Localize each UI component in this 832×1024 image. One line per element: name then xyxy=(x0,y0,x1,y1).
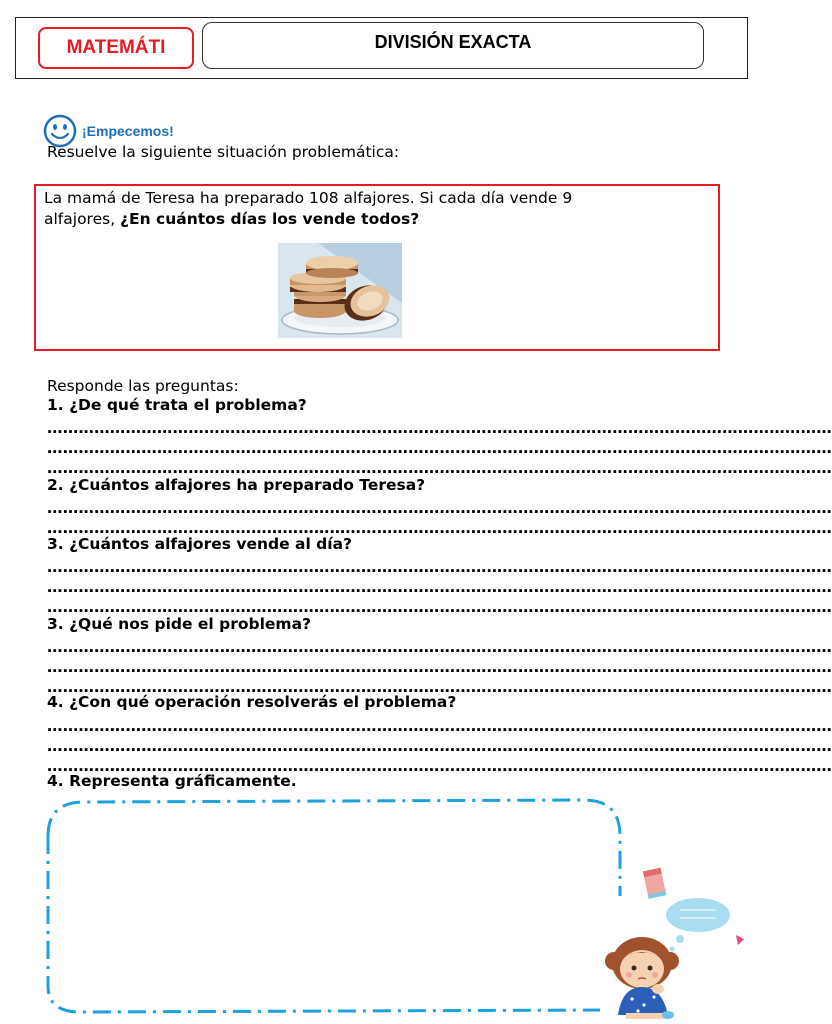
answer-line[interactable]: …………………………………………………………………………………………………………………………………… xyxy=(47,558,832,576)
subject-label: MATEMÁTI xyxy=(38,27,194,69)
question-2: 2. ¿Cuántos alfajores ha preparado Teresa? xyxy=(47,476,426,494)
problem-line-1: La mamá de Teresa ha preparado 108 alfajores. Si cada día vende 9 xyxy=(44,189,573,207)
drawing-area[interactable] xyxy=(44,796,624,1018)
section-label: ¡Empecemos! xyxy=(82,123,174,139)
represent-label: 4. Representa gráficamente. xyxy=(47,772,297,790)
question-5: 4. ¿Con qué operación resolverás el problema? xyxy=(47,693,457,711)
question-3: 3. ¿Cuántos alfajores vende al día? xyxy=(47,535,353,553)
answer-line[interactable]: …………………………………………………………………………………………………………………………………… xyxy=(47,757,832,775)
answer-line[interactable]: …………………………………………………………………………………………………………………………………… xyxy=(47,578,832,596)
alfajores-image xyxy=(278,243,402,338)
answer-line[interactable]: …………………………………………………………………………………………………………………………………… xyxy=(47,717,832,735)
answer-line[interactable]: …………………………………………………………………………………………………………………………………… xyxy=(47,419,832,437)
answer-line[interactable]: …………………………………………………………………………………………………………………………………… xyxy=(47,678,832,696)
answer-line[interactable]: …………………………………………………………………………………………………………………………………… xyxy=(47,598,832,616)
answer-line[interactable]: …………………………………………………………………………………………………………………………………… xyxy=(47,737,832,755)
questions-intro: Responde las preguntas: xyxy=(47,377,239,395)
answer-line[interactable]: …………………………………………………………………………………………………………………………………… xyxy=(47,499,832,517)
problem-question: ¿En cuántos días los vende todos? xyxy=(120,210,420,228)
girl-thinking-image xyxy=(596,865,746,1020)
page-title: DIVISIÓN EXACTA xyxy=(202,22,704,69)
problem-line-2-text: alfajores, xyxy=(44,210,121,228)
answer-line[interactable]: …………………………………………………………………………………………………………………………………… xyxy=(47,439,832,457)
question-1: 1. ¿De qué trata el problema? xyxy=(47,396,307,414)
answer-line[interactable]: …………………………………………………………………………………………………………………………………… xyxy=(47,459,832,477)
instruction-text: Resuelve la siguiente situación problemática: xyxy=(47,143,400,161)
answer-line[interactable]: …………………………………………………………………………………………………………………………………… xyxy=(47,638,832,656)
problem-line-2 xyxy=(44,209,419,230)
answer-line[interactable]: …………………………………………………………………………………………………………………………………… xyxy=(47,658,832,676)
question-4: 3. ¿Qué nos pide el problema? xyxy=(47,615,312,633)
answer-line[interactable]: …………………………………………………………………………………………………………………………………… xyxy=(47,519,832,537)
